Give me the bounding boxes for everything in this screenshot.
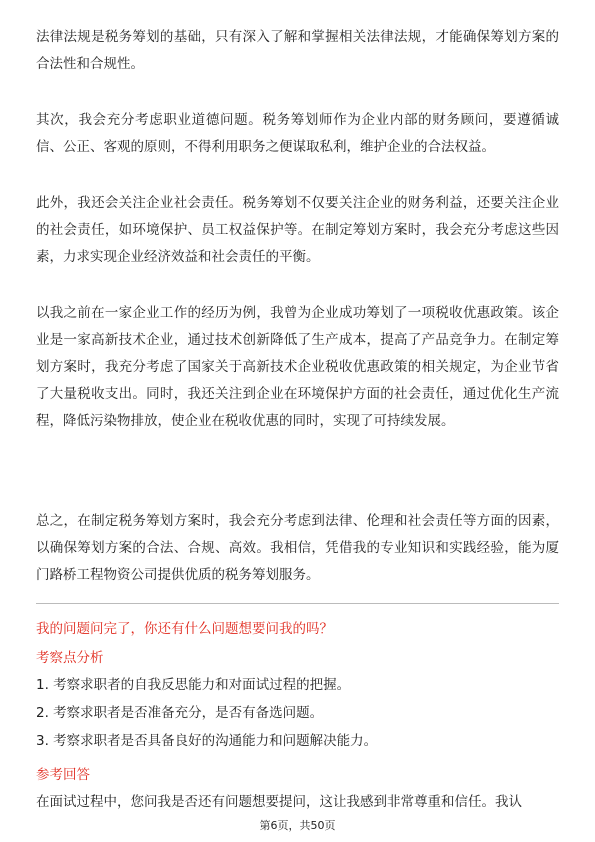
analysis-heading: 考察点分析 bbox=[36, 650, 104, 666]
analysis-item-1: 1. 考察求职者的自我反思能力和对面试过程的把握。 bbox=[36, 677, 351, 693]
analysis-item-2: 2. 考察求职者是否准备充分，是否有备选问题。 bbox=[36, 705, 324, 721]
paragraph-legal-basis: 法律法规是税务筹划的基础，只有深入了解和掌握相关法律法规，才能确保筹划方案的合法性和合规性。 bbox=[36, 29, 559, 72]
paragraph-experience-example: 以我之前在一家企业工作的经历为例，我曾为企业成功筹划了一项税收优惠政策。该企业是一家高新技术企业，通过技术创新降低了生产成本，提高了产品竞争力。在制定筹划方案时，我充分考虑了国家关于高新技术企业税收优惠政策的相关规定，为企业节省了大量税收支出。同时，我还关注到企业在环境保护方面的社会责任，通过优化生产流程，降低污染物排放，使企业在税收优惠的同时，实现了可持续发展。 bbox=[36, 305, 559, 429]
paragraph-conclusion: 总之，在制定税务筹划方案时，我会充分考虑到法律、伦理和社会责任等方面的因素，以确保筹划方案的合法、合规、高效。我相信，凭借我的专业知识和实践经验，能为厦门路桥工程物资公司提供优质的税务筹划服务。 bbox=[36, 513, 559, 583]
page-number-footer: 第6页，共50页 bbox=[259, 819, 336, 832]
reference-heading: 参考回答 bbox=[36, 767, 90, 783]
interview-question: 我的问题问完了，你还有什么问题想要问我的吗？ bbox=[36, 621, 333, 637]
analysis-item-3: 3. 考察求职者是否具备良好的沟通能力和问题解决能力。 bbox=[36, 733, 378, 749]
paragraph-social-responsibility: 此外，我还会关注企业社会责任。税务筹划不仅要关注企业的财务利益，还要关注企业的社会责任，如环境保护、员工权益保护等。在制定筹划方案时，我会充分考虑这些因素，力求实现企业经济效益和社会责任的平衡。 bbox=[36, 195, 559, 265]
section-divider bbox=[36, 603, 559, 604]
paragraph-ethics: 其次，我会充分考虑职业道德问题。税务筹划师作为企业内部的财务顾问，要遵循诚信、公正、客观的原则，不得利用职务之便谋取私利，维护企业的合法权益。 bbox=[36, 112, 559, 155]
reference-answer-text: 在面试过程中，您问我是否还有问题想要提问，这让我感到非常尊重和信任。我认 bbox=[36, 794, 522, 810]
